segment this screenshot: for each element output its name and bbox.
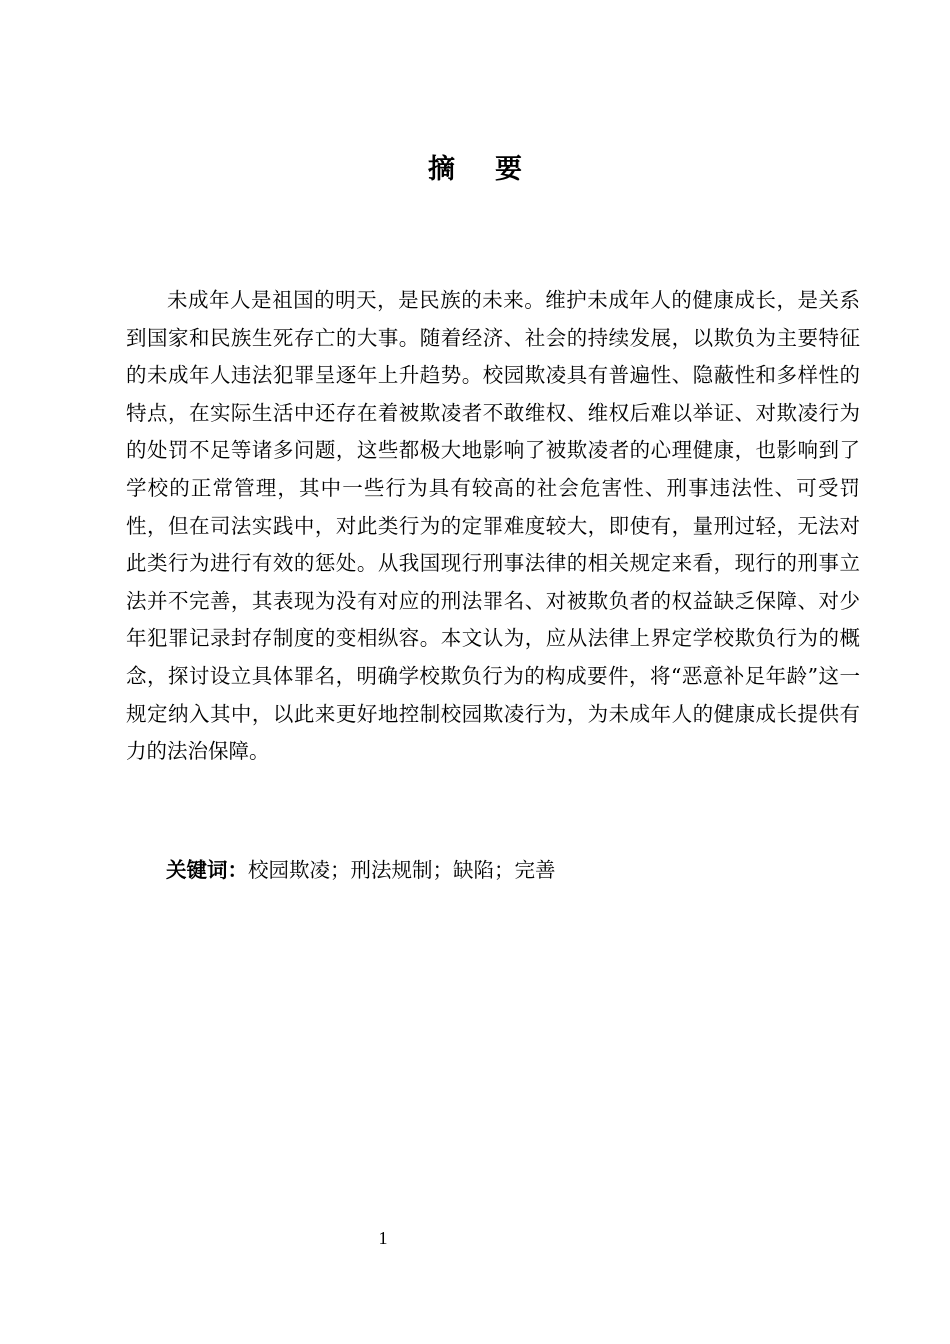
abstract-paragraph: 未成年人是祖国的明天，是民族的未来。维护未成年人的健康成长，是关系到国家和民族生死存亡的大事。随着经济、社会的持续发展，以欺负为主要特征的未成年人违法犯罪呈逐年上升趋势。校园欺凌具有普遍性、隐蔽性和多样性的特点，在实际生活中还存在着被欺凌者不敢维权、维权后难以举证、对欺凌行为的处罚不足等诸多问题，这些都极大地影响了被欺凌者的心理健康，也影响到了学校的正常管理，其中一些行为具有较高的社会危害性、刑事违法性、可受罚性，但在司法实践中，对此类行为的定罪难度较大，即使有，量刑过轻，无法对此类行为进行有效的惩处。从我国现行刑事法律的相关规定来看，现行的刑事立法并不完善，其表现为没有对应的刑法罪名、对被欺负者的权益缺乏保障、对少年犯罪记录封存制度的变相纵容。本文认为，应从法律上界定学校欺负行为的概念，探讨设立具体罪名，明确学校欺负行为的构成要件，将“恶意补足年龄”这一规定纳入其中，以此来更好地控制校园欺凌行为，为未成年人的健康成长提供有力的法治保障。	[126, 288, 860, 764]
keywords-label: 关键词：	[166, 858, 248, 882]
keywords-line	[166, 852, 556, 888]
keywords-list: 校园欺凌；刑法规制；缺陷；完善	[248, 858, 556, 882]
abstract-title: 摘要	[428, 154, 562, 185]
page-number: 1	[378, 1228, 388, 1248]
